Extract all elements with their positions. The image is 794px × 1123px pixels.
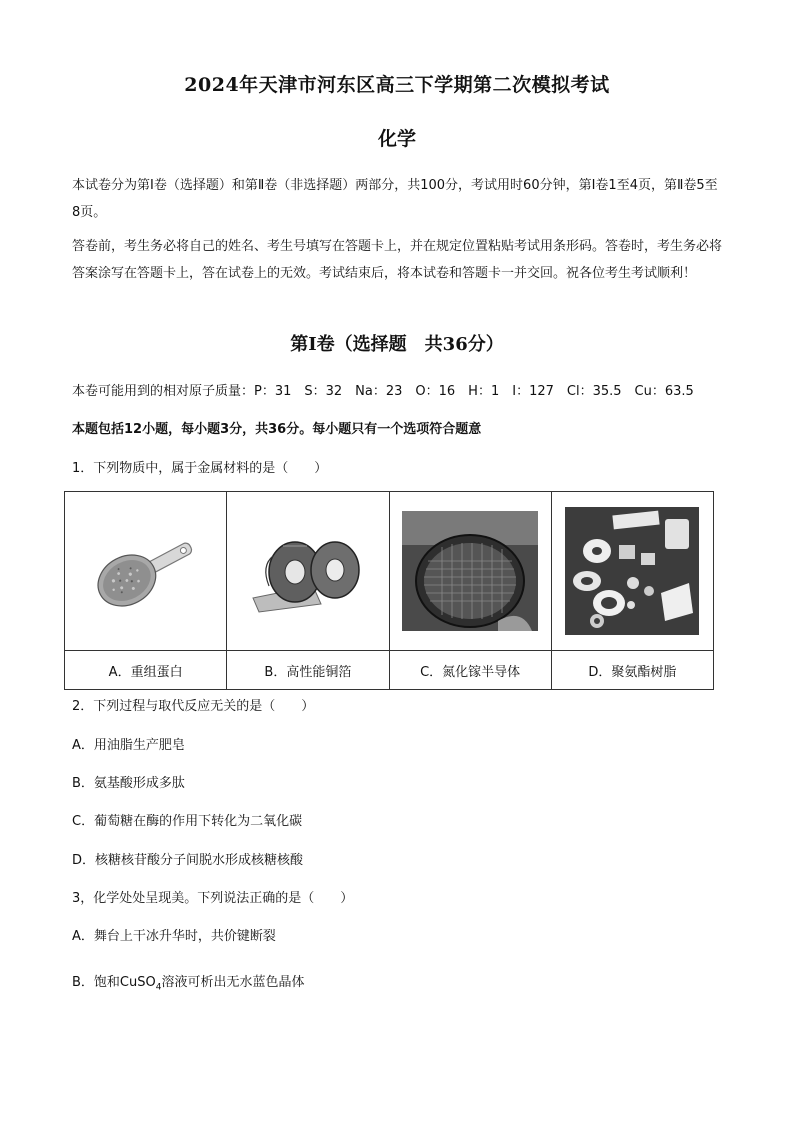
question-3-option-b (72, 971, 304, 993)
question-1-stem: 1．下列物质中，属于金属材料的是（ ） (72, 461, 328, 476)
option-a-image-cell (65, 492, 227, 651)
option-d-image-cell (551, 492, 713, 651)
intro-paragraph-1: 本试卷分为第Ⅰ卷（选择题）和第Ⅱ卷（非选择题）两部分，共100分，考试用时60分钟，第Ⅰ卷1至4页，第Ⅱ卷5至8页。 (72, 178, 718, 220)
atomic-masses: 本卷可能用到的相对原子质量：P：31 S：32 Na：23 O：16 H：1 I：127 Cl：35.5 Cu：63.5 (72, 384, 694, 399)
protein-powder-spoon-image (91, 521, 201, 621)
section-instructions: 本题包括12小题，每小题3分，共36分。每小题只有一个选项符合题意 (72, 422, 482, 437)
question-2-option-b: B．氨基酸形成多肽 (72, 776, 185, 791)
question-3-stem: 3，化学处处呈现美。下列说法正确的是（ ） (72, 891, 354, 906)
question-2-stem: 2．下列过程与取代反应无关的是（ ） (72, 699, 315, 714)
question-2-option-a: A．用油脂生产肥皂 (72, 738, 185, 753)
question-2-option-c: C．葡萄糖在酶的作用下转化为二氧化碳 (72, 814, 303, 829)
option-a-label: A．重组蛋白 (65, 651, 227, 690)
sulfate-subscript: 4 (155, 982, 162, 993)
option-b-text-end: 溶液可析出无水蓝色晶体 (161, 975, 305, 990)
question-2-option-d: D．核糖核苷酸分子间脱水形成核糖核酸 (72, 853, 304, 868)
intro-paragraph-2: 答卷前，考生务必将自己的姓名、考生号填写在答题卡上，并在规定位置粘贴考试用条形码。答卷时，考生务必将答案涂写在答题卡上，答在试卷上的无效。考试结束后，将本试卷和答题卡一并交回。祝各位考生考试顺利！ (72, 239, 723, 281)
question-3-option-a: A．舞台上干冰升华时，共价键断裂 (72, 929, 276, 944)
exam-title: 2024年天津市河东区高三下学期第二次模拟考试 (184, 74, 610, 96)
question-1-options-table (64, 491, 714, 690)
option-b-image-cell (227, 492, 389, 651)
option-b-text-start: B．饱和CuSO (72, 975, 156, 990)
copper-foil-rolls-image (243, 526, 373, 616)
option-b-label: B．高性能铜箔 (227, 651, 389, 690)
gallium-nitride-wafer-image (402, 511, 538, 631)
section-title: 第Ⅰ卷（选择题 共36分） (290, 334, 504, 355)
subject-title: 化学 (377, 128, 416, 150)
option-d-label: D．聚氨酯树脂 (551, 651, 713, 690)
option-c-image-cell (389, 492, 551, 651)
polyurethane-parts-image (565, 507, 699, 635)
option-c-label: C．氮化镓半导体 (389, 651, 551, 690)
